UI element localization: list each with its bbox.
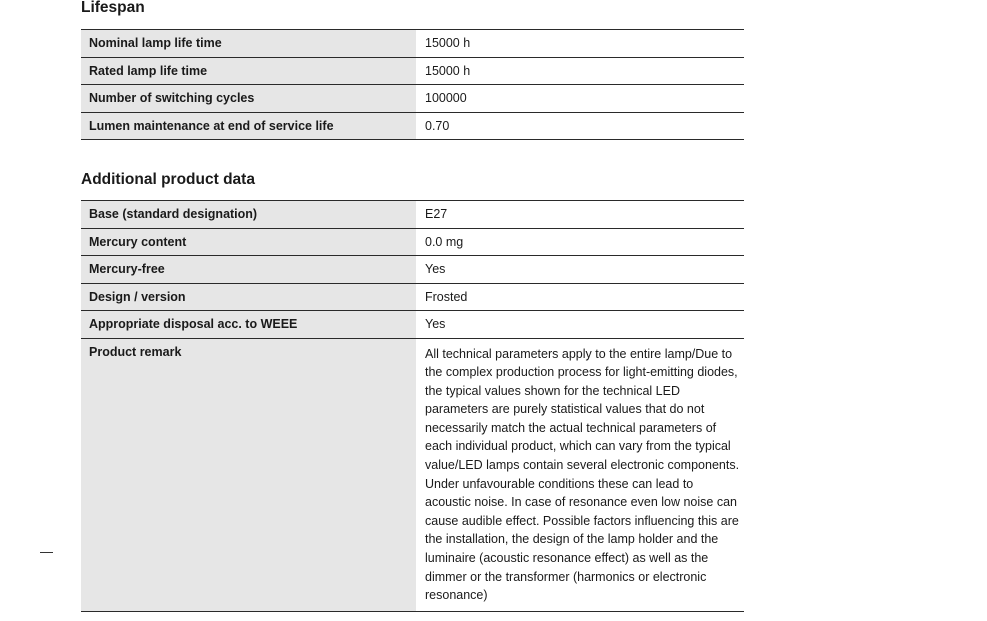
table-row — [81, 57, 744, 85]
table-row — [81, 256, 744, 284]
row-value: Frosted — [417, 283, 744, 311]
section-title-lifespan: Lifespan — [81, 0, 145, 16]
row-value: 15000 h — [417, 30, 744, 58]
margin-mark — [40, 552, 53, 553]
lifespan-table — [81, 29, 744, 140]
row-value: Yes — [417, 256, 744, 284]
row-value: 100000 — [417, 85, 744, 113]
product-remark-text: All technical parameters apply to the entire lamp/Due to the complex production process for light-emitting diodes, the typical values shown for the technical LED parameters are purely statistical values that do not necessarily match the actual technical parameters of each individual product, which can vary from the typical value/LED lamps contain several electronic components. Under unfavourable conditions these can lead to acoustic noise. In case of resonance even low noise can cause audible effect. Possible factors influencing this are the installation, the design of the lamp holder and the luminaire (acoustic resonance effect) as well as the dimmer or the transformer (harmonics or electronic resonance) — [425, 346, 740, 603]
section-title-additional-product-data: Additional product data — [81, 171, 255, 188]
row-label: Mercury-free — [81, 256, 416, 284]
table-row-product-remark — [81, 338, 744, 611]
row-label: Appropriate disposal acc. to WEEE — [81, 311, 416, 339]
product-remark-value — [417, 338, 744, 611]
table-row — [81, 85, 744, 113]
table-row — [81, 311, 744, 339]
additional-product-data-table — [81, 200, 744, 612]
row-label: Design / version — [81, 283, 416, 311]
row-label: Nominal lamp life time — [81, 30, 416, 58]
row-value: 0.70 — [417, 112, 744, 140]
row-label: Lumen maintenance at end of service life — [81, 112, 416, 140]
row-label: Mercury content — [81, 228, 416, 256]
product-remark-label: Product remark — [81, 338, 416, 611]
row-label: Rated lamp life time — [81, 57, 416, 85]
row-value: 0.0 mg — [417, 228, 744, 256]
table-row — [81, 283, 744, 311]
row-value: E27 — [417, 201, 744, 229]
row-label: Number of switching cycles — [81, 85, 416, 113]
row-label: Base (standard designation) — [81, 201, 416, 229]
table-row — [81, 112, 744, 140]
table-row — [81, 201, 744, 229]
table-row — [81, 30, 744, 58]
row-value: 15000 h — [417, 57, 744, 85]
table-row — [81, 228, 744, 256]
row-value: Yes — [417, 311, 744, 339]
